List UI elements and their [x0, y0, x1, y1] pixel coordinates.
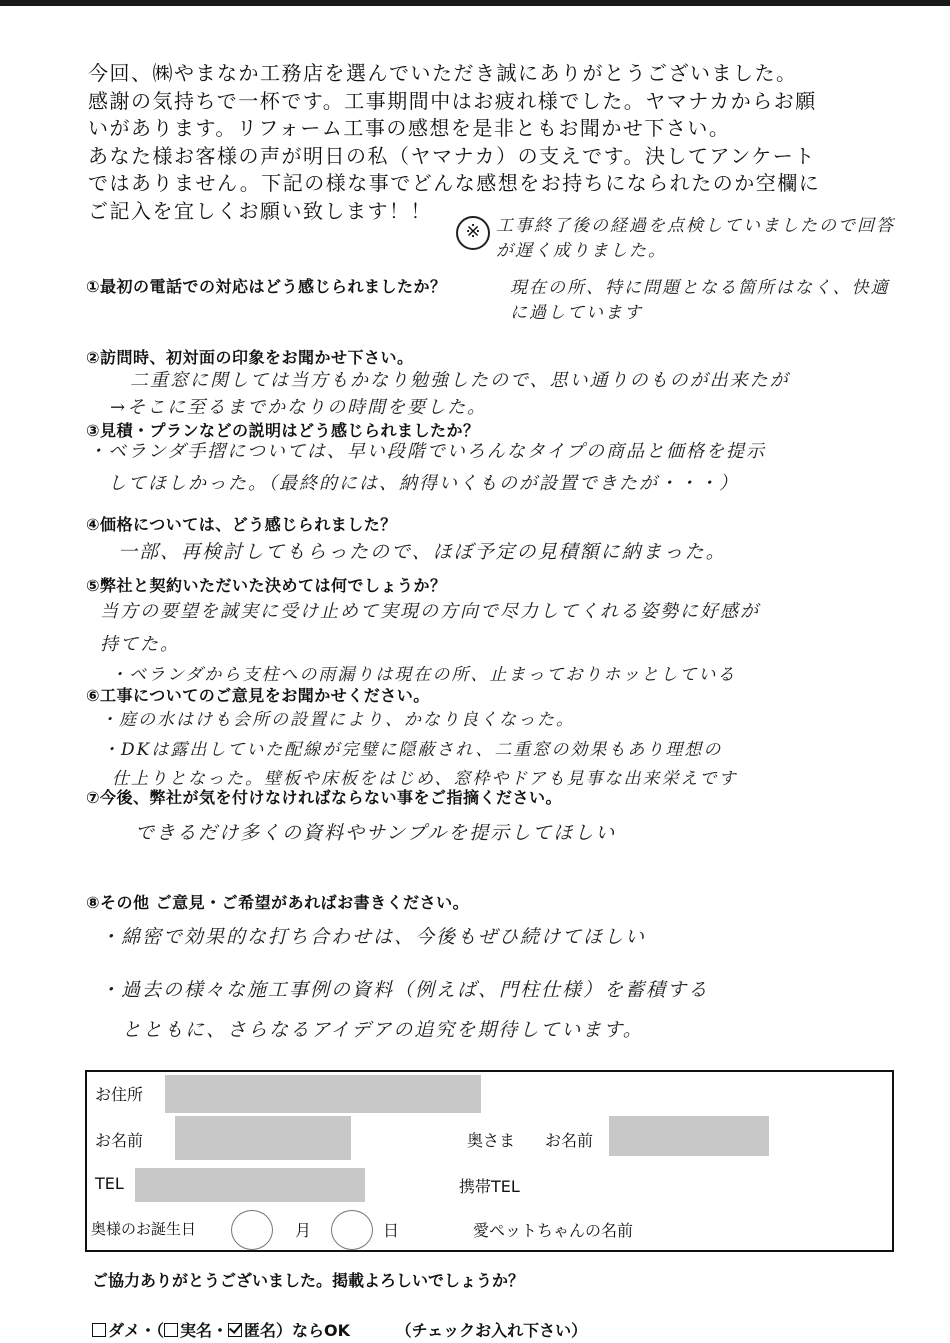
intro-line: いがあります。リフォーム工事の感想を是非ともお聞かせ下さい。: [88, 116, 731, 140]
wife-name-redacted: [609, 1116, 769, 1156]
day-label: 日: [383, 1221, 400, 1240]
address-row: [87, 1072, 892, 1116]
intro-line: 感謝の気持ちで一杯です。工事期間中はお疲れ様でした。ヤマナカからお願: [88, 88, 817, 113]
check-note: （チェックお入れ下さい）: [395, 1321, 588, 1340]
dame-label: ダメ・（: [108, 1321, 165, 1340]
answer-6-line: 仕上りとなった。壁板や床板をはじめ、窓枠やドアも見事な出来栄えです: [112, 769, 738, 789]
name-redacted: [175, 1116, 351, 1160]
answer-4-line: 一部、再検討してもらったので、ほぼ予定の見積額に納まった。: [118, 541, 727, 563]
intro-line: ご記入を宜しくお願い致します！！: [88, 198, 432, 223]
tel-redacted: [135, 1168, 365, 1202]
question-6: ⑥工事についてのご意見をお聞かせください。: [86, 686, 430, 705]
question-1: ①最初の電話での対応はどう感じられましたか？: [86, 277, 447, 296]
answer-5-line: 持てた。: [100, 634, 180, 655]
mobile-label: 携帯TEL: [459, 1177, 520, 1196]
day-blank: [331, 1210, 373, 1250]
dame-checkbox[interactable]: [92, 1323, 106, 1337]
answer-5-line: 当方の要望を誠実に受け止めて実現の方向で尽力してくれる姿勢に好感が: [100, 601, 760, 622]
answer-3-line: ・ベランダ手摺については、早い段階でいろんなタイプの商品と価格を提示: [88, 441, 767, 462]
answer-2-line: →そこに至るまでかなりの時間を要した。: [110, 397, 488, 418]
answer-8-line: ・過去の様々な施工事例の資料（例えば、門柱仕様）を蓄積する: [100, 979, 710, 1001]
answer-8-line: とともに、さらなるアイデアの追究を期待しています。: [122, 1019, 644, 1041]
tel-row: [87, 1162, 892, 1206]
name-label: お名前: [95, 1131, 144, 1150]
intro-text: [88, 60, 888, 225]
thanks-text: ご協力ありがとうございました。掲載よろしいでしょうか？: [92, 1271, 525, 1290]
wife-name-label: お名前: [545, 1131, 594, 1150]
handwritten-note-line: 現在の所、特に問題となる箇所はなく、快適に過しています: [510, 278, 890, 323]
answer-6-line: ・DKは露出していた配線が完璧に隠蔽され、二重窓の効果もあり理想の: [102, 740, 723, 760]
contact-form: [85, 1070, 894, 1252]
question-5: ⑤弊社と契約いただいた決めては何でしょうか？: [86, 576, 447, 595]
intro-line: あなた様お客様の声が明日の私（ヤマナカ）の支えです。決してアンケート: [88, 143, 816, 168]
question-2: ②訪問時、初対面の印象をお聞かせ下さい。: [86, 348, 414, 367]
tokumei-label: 匿名）ならOK: [244, 1321, 351, 1340]
address-redacted: [165, 1075, 481, 1113]
answer-6-line: ・ベランダから支柱への雨漏りは現在の所、止まっておりホッとしている: [110, 665, 737, 685]
name-row: [87, 1116, 892, 1162]
month-label: 月: [295, 1221, 312, 1240]
jitsumei-label: 実名・: [180, 1321, 229, 1340]
intro-line: ではありません。下記の様な事でどんな感想をお持ちになられたのか空欄に: [88, 171, 821, 195]
wife-label: 奥さま: [467, 1131, 516, 1150]
answer-8-line: ・綿密で効果的な打ち合わせは、今後もぜひ続けてほしい: [100, 926, 647, 948]
address-label: お住所: [95, 1085, 144, 1104]
birthday-label: 奥様のお誕生日: [91, 1220, 197, 1238]
pet-label: 愛ペットちゃんの名前: [473, 1221, 634, 1240]
top-border: [0, 0, 950, 6]
intro-line: 今回、㈱やまなか工務店を選んでいただき誠にありがとうございました。: [88, 61, 798, 85]
tel-label: TEL: [95, 1174, 124, 1193]
tokumei-checkbox[interactable]: [228, 1323, 242, 1337]
birthday-row: [87, 1206, 892, 1250]
publish-options: [92, 1318, 587, 1341]
question-7: ⑦今後、弊社が気を付けなければならない事をご指摘ください。: [86, 788, 563, 807]
jitsumei-checkbox[interactable]: [164, 1323, 178, 1337]
answer-6-line: ・庭の水はけも会所の設置により、かなり良くなった。: [100, 710, 575, 730]
answer-2-line: 二重窓に関しては当方もかなり勉強したので、思い通りのものが出来たが: [130, 370, 790, 391]
question-8: ⑧その他 ご意見・ご希望があればお書きください。: [86, 893, 470, 912]
answer-7-line: できるだけ多くの資料やサンプルを提示してほしい: [135, 822, 617, 844]
note-mark-icon: ※: [456, 216, 490, 250]
question-4: ④価格については、どう感じられました？: [86, 515, 397, 534]
question-3: ③見積・プランなどの説明はどう感じられましたか？: [86, 421, 480, 440]
month-blank: [231, 1210, 273, 1250]
answer-3-line: してほしかった。（最終的には、納得いくものが設置できたが・・・）: [108, 473, 739, 494]
handwritten-note-line: 工事終了後の経過を点検していましたので回答が遅く成りました。: [496, 216, 895, 261]
